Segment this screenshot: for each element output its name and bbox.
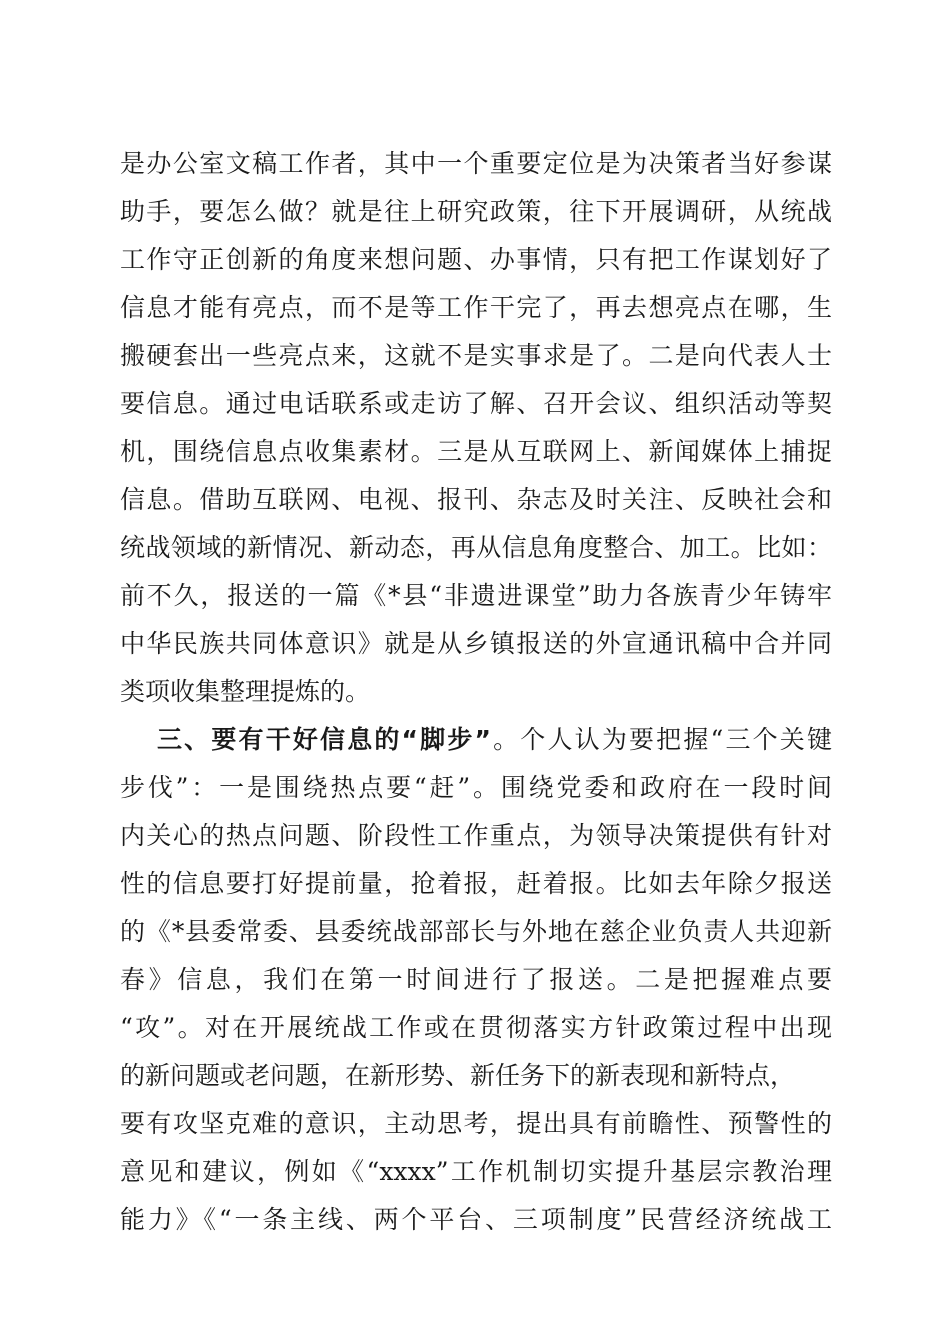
text-line: 信息才能有亮点，而不是等工作干完了，再去想亮点在哪，生 [120,293,832,322]
paragraph-1 [120,140,832,716]
text-line: 要有攻坚克难的意识，主动思考，提出具有前瞻性、预警性的 [120,1109,832,1138]
text-line: 性的信息要打好提前量，抢着报，赶着报。比如去年除夕报送 [120,869,832,898]
section-heading: 三、要有干好信息的“脚步” [157,725,491,754]
text-line: 的新问题或老问题，在新形势、新任务下的新表现和新特点， [120,1061,796,1090]
text-line: 工作守正创新的角度来想问题、办事情，只有把工作谋划好了 [120,245,832,274]
text-line: 统战领域的新情况、新动态，再从信息角度整合、加工。比如： [120,533,832,562]
text-line: “攻”。对在开展统战工作或在贯彻落实方针政策过程中出现 [120,1013,832,1042]
text-line: 步伐”：一是围绕热点要“赶”。围绕党委和政府在一段时间 [120,773,832,802]
text-line: 助手，要怎么做？就是往上研究政策，往下开展调研，从统战 [120,197,832,226]
text-line: 意见和建议，例如《“xxxx”工作机制切实提升基层宗教治理 [120,1157,832,1186]
document-body [120,140,832,1244]
text-line: 搬硬套出一些亮点来，这就不是实事求是了。二是向代表人士 [120,341,832,370]
text-line: 中华民族共同体意识》就是从乡镇报送的外宣通讯稿中合并同 [120,629,832,658]
text-line: 前不久，报送的一篇《*县“非遗进课堂”助力各族青少年铸牢 [120,581,832,610]
text-line: 能力》《“一条主线、两个平台、三项制度”民营经济统战工 [120,1205,832,1234]
text-line: 机，围绕信息点收集素材。三是从互联网上、新闻媒体上捕捉 [120,437,832,466]
paragraph-2 [120,716,832,1244]
text-line: 内关心的热点问题、阶段性工作重点，为领导决策提供有针对 [120,821,832,850]
text-line: 是办公室文稿工作者，其中一个重要定位是为决策者当好参谋 [120,149,832,178]
section-heading-line [120,716,832,764]
text-line: 信息。借助互联网、电视、报刊、杂志及时关注、反映社会和 [120,485,832,514]
heading-line-rest: 。个人认为要把握“三个关键 [490,725,832,754]
text-line: 的《*县委常委、县委统战部部长与外地在慈企业负责人共迎新 [120,917,832,946]
text-line: 类项收集整理提炼的。 [120,677,371,706]
text-line: 要信息。通过电话联系或走访了解、召开会议、组织活动等契 [120,389,832,418]
text-line: 春》信息，我们在第一时间进行了报送。二是把握难点要 [120,965,832,994]
